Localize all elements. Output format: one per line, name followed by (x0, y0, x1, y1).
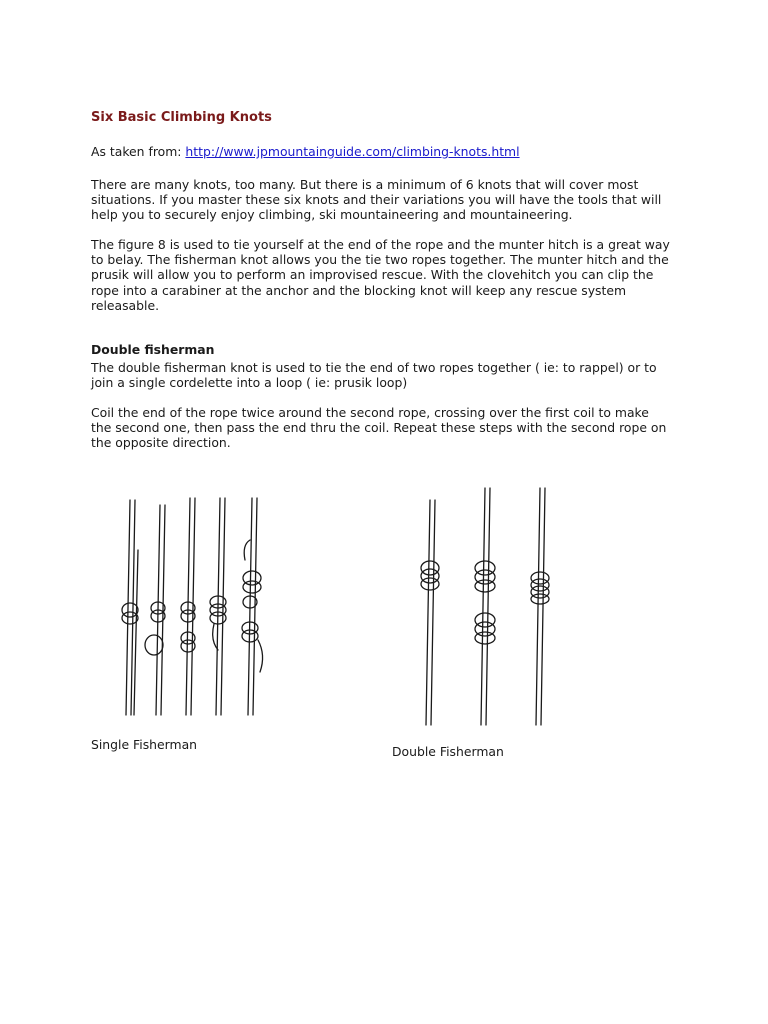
double-fisherman-illustration (405, 480, 565, 728)
double-fisherman-caption: Double Fisherman (392, 744, 504, 759)
overview-line: rope into a carabiner at the anchor and the blocking knot will keep any rescue system (91, 282, 627, 298)
instructions-line: the second one, then pass the end thru the coil. Repeat these steps with the second rope on (91, 420, 667, 436)
description-paragraph (91, 360, 691, 390)
instructions-paragraph (91, 405, 691, 451)
description-line: join a single cordelette into a loop ( ie: prusik loop) (91, 375, 408, 391)
section-heading: Double fisherman (91, 342, 215, 357)
overview-line: prusik will allow you to perform an improvised rescue. With the clovehitch you can clip the (91, 267, 654, 283)
single-fisherman-illustration (110, 490, 290, 725)
double-knot-step-3 (531, 488, 549, 725)
page-title: Six Basic Climbing Knots (91, 110, 272, 125)
source-line (91, 144, 691, 159)
single-knot-step-1 (122, 500, 138, 715)
single-knot-step-4 (210, 498, 226, 715)
intro-line: situations. If you master these six knots and their variations you will have the tools that will (91, 192, 662, 208)
overview-paragraph (91, 237, 691, 313)
single-knot-step-2 (145, 505, 165, 715)
double-knot-step-1 (421, 500, 439, 725)
instructions-line: the opposite direction. (91, 435, 231, 451)
double-knot-step-2 (475, 488, 495, 725)
intro-line: There are many knots, too many. But there is a minimum of 6 knots that will cover most (91, 177, 639, 192)
instructions-line: Coil the end of the rope twice around the second rope, crossing over the first coil to make (91, 405, 649, 420)
overview-line: The figure 8 is used to tie yourself at the end of the rope and the munter hitch is a great way (91, 237, 670, 252)
intro-paragraph (91, 177, 691, 223)
source-prefix: As taken from: (91, 144, 186, 159)
source-link[interactable]: http://www.jpmountainguide.com/climbing-knots.html (185, 144, 520, 159)
single-fisherman-caption: Single Fisherman (91, 737, 198, 752)
single-knot-step-3 (181, 498, 195, 715)
overview-line: releasable. (91, 297, 160, 313)
overview-line: to belay. The fisherman knot allows you the tie two ropes together. The munter hitch and the (91, 252, 669, 268)
single-knot-step-5 (242, 498, 263, 715)
intro-line: help you to securely enjoy climbing, ski mountaineering and mountaineering. (91, 207, 573, 223)
description-line: The double fisherman knot is used to tie the end of two ropes together ( ie: to rappel) or to (91, 360, 657, 375)
